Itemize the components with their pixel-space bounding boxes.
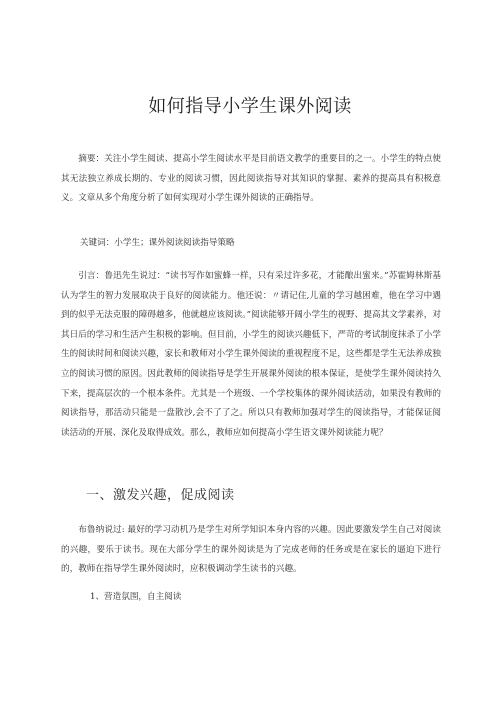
- section-1-paragraph: 布鲁纳说过: 最好的学习动机乃是学生对所学知识本身内容的兴趣。因此要激发学生自己对阅读的兴趣，要乐于读书。现在大部分学生的课外阅读是为了完成老师的任务或是在家长的逼迫下进行的，教师在指导学生课外阅读时，应积极调动学生读书的兴趣。: [61, 525, 441, 575]
- intro-paragraph: 引言：鲁迅先生说过：“读书写作如蜜蜂一样，只有采过许多花，才能酿出蜜来。”苏霍姆林斯基认为学生的智力发展取决于良好的阅读能力。他还说：〃请记住,儿童的学习越困难，他在学习中遇到的似乎无法克服的障碍越多，他就越应该阅读。”阅读能够开阔小学生的视野、提高其文学素养，对其日后的学习和生活产生积极的影响。但目前，小学生的阅读兴趣低下，严苛的考试制度抹杀了小学生的阅读时间和阅读兴趣，家长和教师对小学生课外阅读的重视程度不足，这些都是学生无法养成独立的阅读习惯的原因。因此教师的阅读指导是学生开展课外阅读的根本保证，是使学生课外阅读持久下来，提高层次的一个根本条件。尤其是一个班级、一个学校集体的课外阅读活动，如果没有教师的阅读指导，那活动只能是一盘散沙,会不了了之。所以只有教师加强对学生的阅读指导，才能保证阅读活动的开展、深化及取得成效。那么，教师应如何提高小学生语文课外阅读能力呢？: [61, 271, 441, 438]
- keywords-line: 关键词：小学生；课外阅读阅读指导策略: [79, 238, 235, 248]
- section-heading-1: 一、激发兴趣，促成阅读: [86, 488, 235, 503]
- abstract-paragraph: 摘要：关注小学生阅读、提高小学生阅读水平是目前语文教学的重要目的之一。小学生的特点使其无法独立养成长期的、专业的阅读习惯，因此阅读指导对其知识的掌握、素养的提高具有积极意义。文章从多个角度分析了如何实现对小学生课外阅读的正确指导。: [61, 154, 441, 204]
- document-title: 如何指导小学生课外阅读: [148, 96, 352, 117]
- subsection-heading-1: 1、营造氛围，自主阅读: [90, 592, 182, 602]
